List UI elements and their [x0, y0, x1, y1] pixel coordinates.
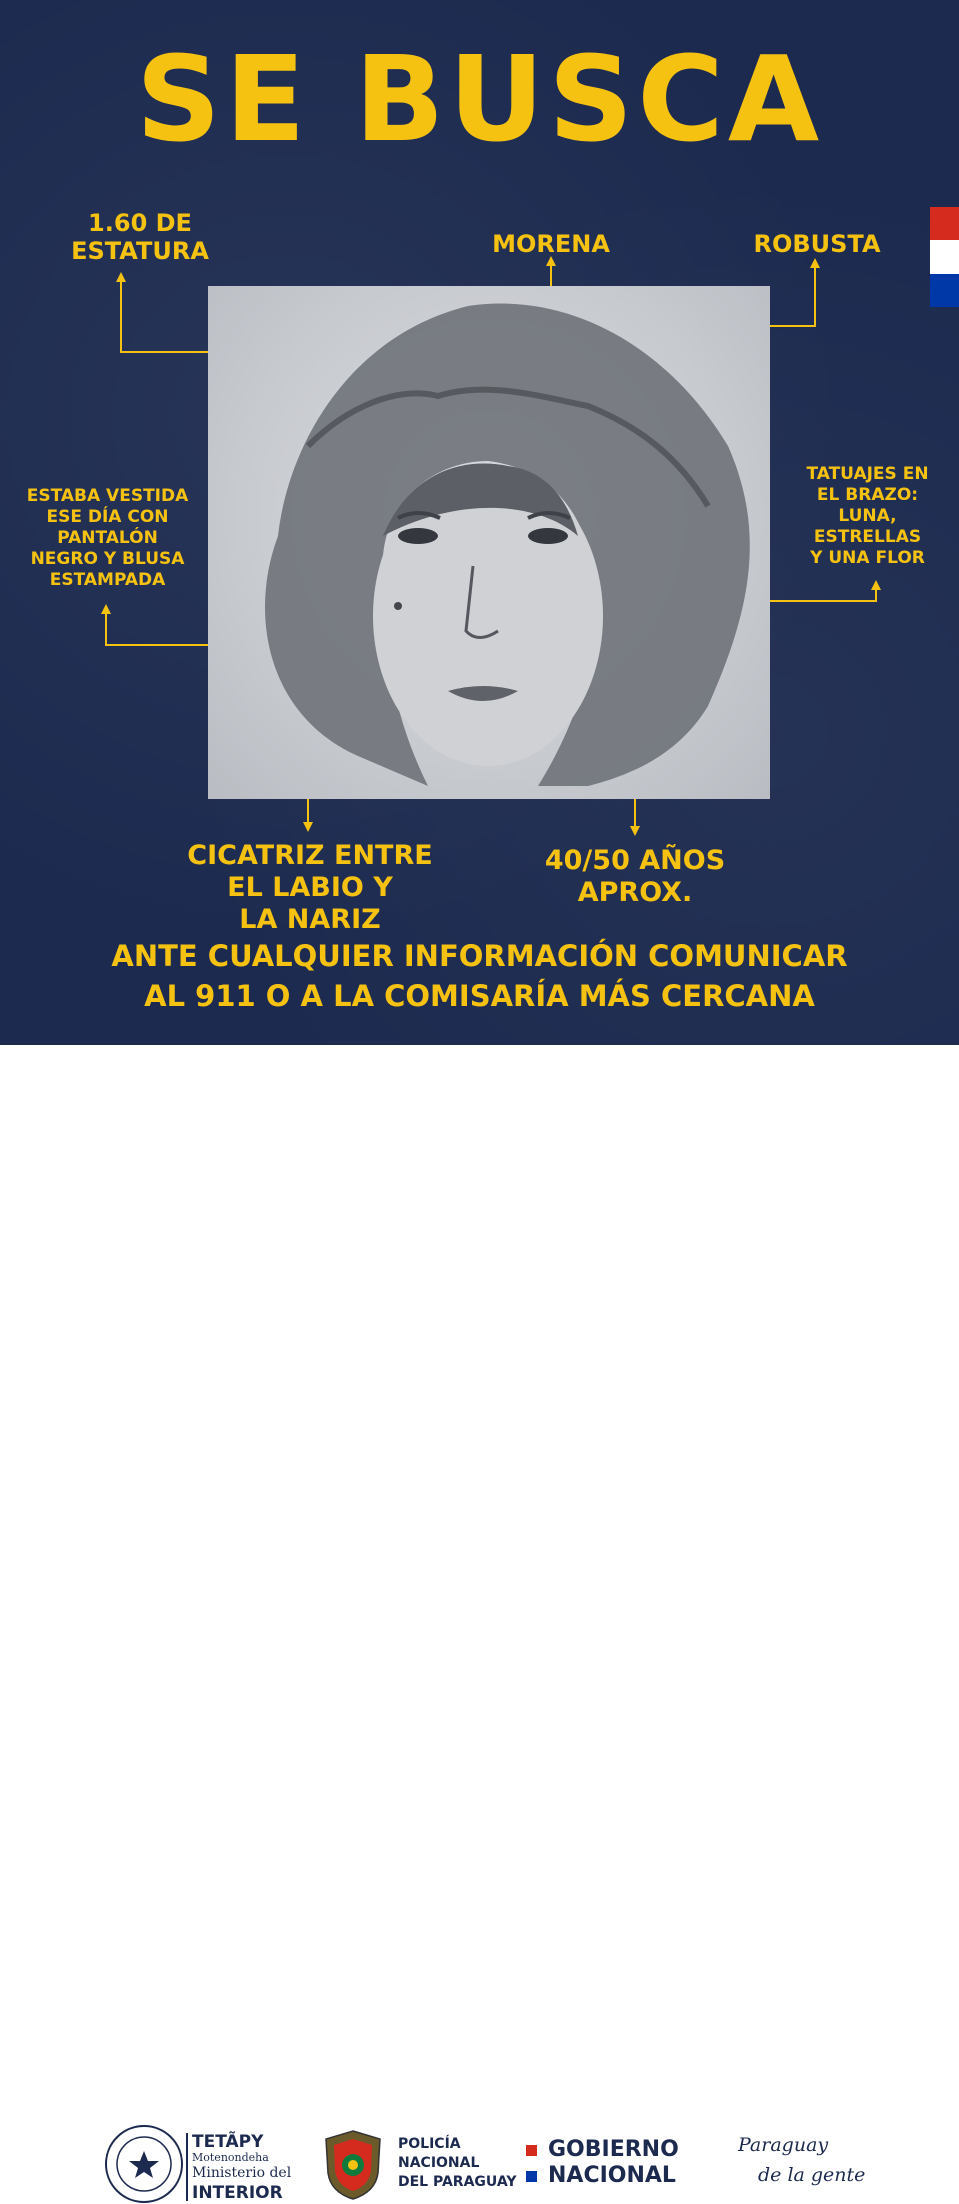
poster-title: SE BUSCA: [135, 30, 824, 168]
wanted-poster: [0, 0, 959, 1045]
ministry-motenondeha: Motenondeha: [192, 2151, 269, 2164]
national-seal-icon: [104, 2124, 184, 2204]
contact-notice: ANTE CUALQUIER INFORMACIÓN COMUNICAR AL 911 O A LA COMISARÍA MÁS CERCANA: [111, 939, 848, 1013]
label-skin: MORENA: [492, 230, 610, 258]
government-name: GOBIERNO NACIONAL: [548, 2137, 679, 2188]
gov-blue-square: [526, 2171, 537, 2182]
gov-red-square: [526, 2145, 537, 2156]
brand-slogan: Paraguay de la gente: [738, 2134, 866, 2186]
footer-logos: [0, 1045, 959, 2203]
police-name: POLICÍA NACIONAL DEL PARAGUAY: [398, 2136, 517, 2190]
label-scar: CICATRIZ ENTRE EL LABIO Y LA NARIZ: [187, 840, 433, 935]
divider: [186, 2133, 188, 2201]
police-shield-icon: [322, 2129, 384, 2201]
label-clothes: ESTABA VESTIDA ESE DÍA CON PANTALÓN NEGRO Y BLUSA ESTAMPADA: [26, 486, 189, 590]
ministry-interior: INTERIOR: [192, 2183, 283, 2203]
label-build: ROBUSTA: [753, 230, 881, 258]
ministry-tetapy: TETÃPY: [192, 2132, 264, 2152]
label-height: 1.60 DE ESTATURA: [71, 209, 209, 265]
label-tattoos: TATUAJES EN EL BRAZO: LUNA, ESTRELLAS Y UNA FLOR: [806, 464, 929, 568]
label-age: 40/50 AÑOS APROX.: [544, 845, 726, 908]
ministry-line: Ministerio del: [192, 2165, 292, 2181]
